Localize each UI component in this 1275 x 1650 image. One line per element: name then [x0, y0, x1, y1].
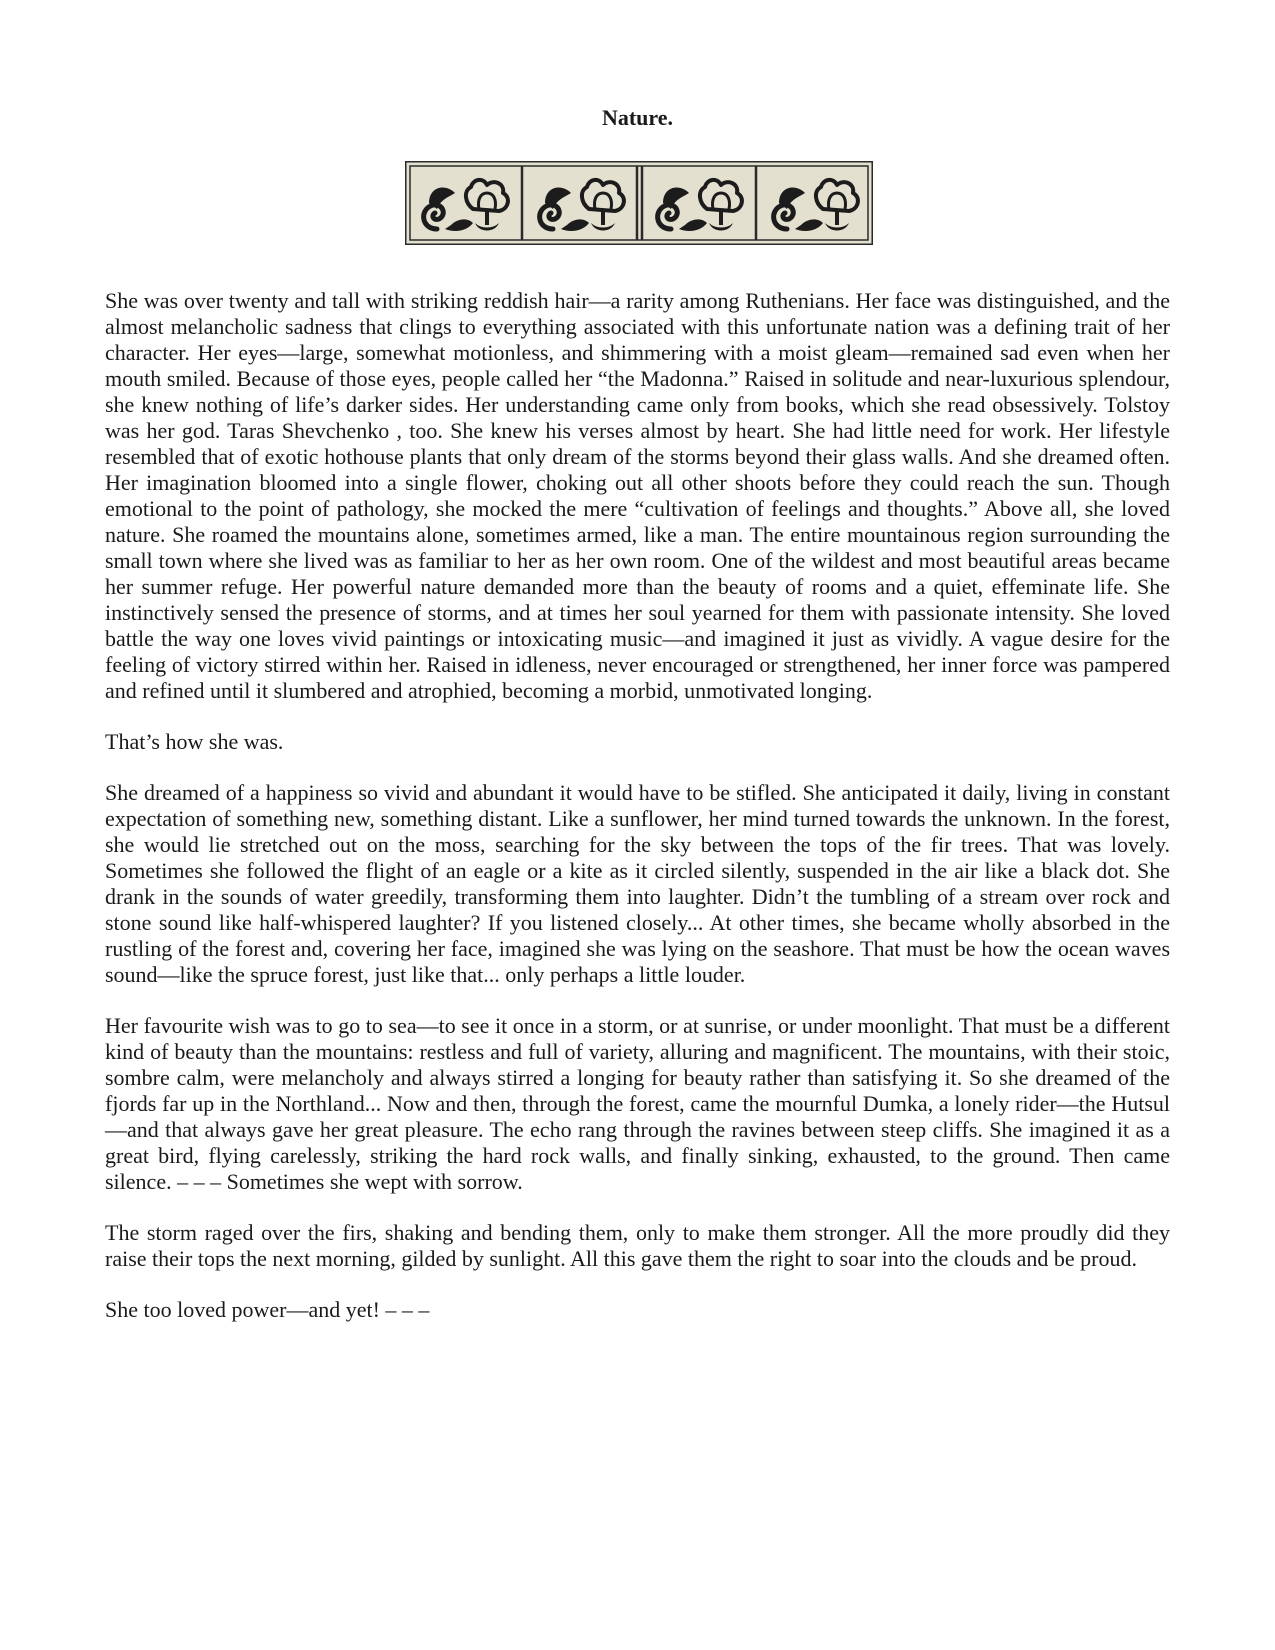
- paragraph: She dreamed of a happiness so vivid and abundant it would have to be stifled. She anticipated it daily, living in constant expectation of something new, something distant. Like a sunflower, her mind turned towards the unknown. In the forest, she would lie stretched out on the moss, searching for the sky between the tops of the fir trees. That was lovely. Sometimes she followed the flight of an eagle or a kite as it circled silently, suspended in the air like a black dot. She drank in the sounds of water greedily, transforming them into laughter. Didn’t the tumbling of a stream over rock and stone sound like half-whispered laughter? If you listened closely... At other times, she became wholly absorbed in the rustling of the forest and, covering her face, imagined she was lying on the seashore. That must be how the ocean waves sound—like the spruce forest, just like that... only perhaps a little louder.: [105, 780, 1170, 987]
- paragraph: She too loved power—and yet! – – –: [105, 1297, 430, 1322]
- paragraph: Her favourite wish was to go to sea—to see it once in a storm, or at sunrise, or under moonlight. That must be a different kind of beauty than the mountains: restless and full of variety, alluring and magnificent. The mountains, with their stoic, sombre calm, were melancholy and always stirred a longing for beauty rather than satisfying it. So she dreamed of the fjords far up in the Northland... Now and then, through the forest, came the mournful Dumka, a lonely rider—the Hutsul—and that always gave her great pleasure. The echo rang through the ravines between steep cliffs. She imagined it as a great bird, flying carelessly, striking the hard rock walls, and finally sinking, exhausted, to the ground. Then came silence. – – – Sometimes she wept with sorrow.: [105, 1013, 1170, 1194]
- paragraph: She was over twenty and tall with striking reddish hair—a rarity among Ruthenians. Her face was distinguished, and the almost melancholic sadness that clings to everything associated with this unfortunate nation was a defining trait of her character. Her eyes—large, somewhat motionless, and shimmering with a moist gleam—remained sad even when her mouth smiled. Because of those eyes, people called her “the Madonna.” Raised in solitude and near-luxurious splendour, she knew nothing of life’s darker sides. Her understanding came only from books, which she read obsessively. Tolstoy was her god. Taras Shevchenko , too. She knew his verses almost by heart. She had little need for work. Her lifestyle resembled that of exotic hothouse plants that only dream of the storms beyond their glass walls. And she dreamed often. Her imagination bloomed into a single flower, choking out all other shoots before they could reach the sun. Though emotional to the point of pathology, she mocked the mere “cultivation of feelings and thoughts.” Above all, she loved nature. She roamed the mountains alone, sometimes armed, like a man. The entire mountainous region surrounding the small town where she lived was as familiar to her as her own room. One of the wildest and most beautiful areas became her summer refuge. Her powerful nature demanded more than the beauty of rooms and a quiet, effeminate life. She instinctively sensed the presence of storms, and at times her soul yearned for them with passionate intensity. She loved battle the way one loves vivid paintings or intoxicating music—and imagined it just as vividly. A vague desire for the feeling of victory stirred within her. Raised in idleness, never encouraged or strengthened, her inner force was pampered and refined until it slumbered and atrophied, becoming a morbid, unmotivated longing.: [105, 288, 1170, 703]
- ornament-banner: [405, 161, 873, 245]
- paragraph: The storm raged over the firs, shaking and bending them, only to make them stronger. All the more proudly did they raise their tops the next morning, gilded by sunlight. All this gave them the right to soar into the clouds and be proud.: [105, 1220, 1170, 1271]
- body-text: [105, 288, 1170, 1348]
- paragraph: That’s how she was.: [105, 729, 284, 754]
- page-title: Nature.: [601, 105, 674, 130]
